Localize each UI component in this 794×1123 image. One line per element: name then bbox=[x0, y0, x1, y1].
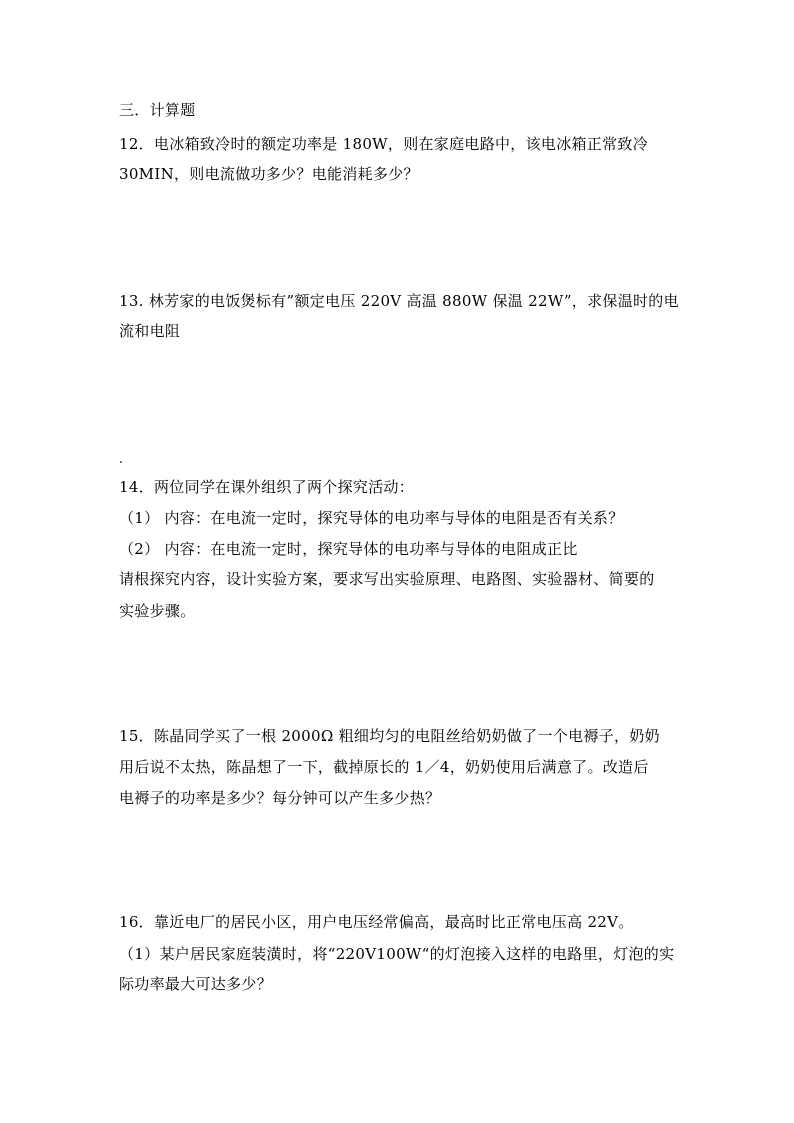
question-13-line-2: 流和电阻 bbox=[119, 322, 181, 340]
question-16-line-3: 际功率最大可达多少？ bbox=[119, 975, 273, 993]
question-15-line-2: 用后说不太热，陈晶想了一下，截掉原长的 1／4，奶奶使用后满意了。改造后 bbox=[119, 758, 649, 776]
question-13-line-1: 13. 林芳家的电饭煲标有”额定电压 220V 高温 880W 保温 22W”，求保温时的电 bbox=[119, 292, 679, 310]
question-14-line-3: （2） 内容：在电流一定时，探究导体的电功率与导体的电阻成正比 bbox=[119, 540, 578, 558]
question-14-line-2: （1） 内容：在电流一定时，探究导体的电功率与导体的电阻是否有关系？ bbox=[119, 509, 624, 527]
stray-mark bbox=[120, 461, 122, 463]
question-14-line-4: 请根探究内容，设计实验方案，要求写出实验原理、电路图、实验器材、简要的 bbox=[119, 570, 655, 588]
question-16-line-1: 16．靠近电厂的居民小区，用户电压经常偏高，最高时比正常电压高 22V。 bbox=[119, 913, 634, 931]
question-15-line-1: 15．陈晶同学买了一根 2000Ω 粗细均匀的电阻丝给奶奶做了一个电褥子，奶奶 bbox=[119, 727, 660, 745]
question-14-line-5: 实验步骤。 bbox=[119, 602, 196, 620]
question-12-line-1: 12．电冰箱致冷时的额定功率是 180W，则在家庭电路中，该电冰箱正常致冷 bbox=[119, 135, 649, 153]
question-16-line-2: （1）某户居民家庭装潢时，将“220V100W“的灯泡接入这样的电路里，灯泡的实 bbox=[119, 945, 675, 963]
section-title: 三．计算题 bbox=[119, 101, 196, 119]
question-15-line-3: 电褥子的功率是多少？每分钟可以产生多少热？ bbox=[119, 789, 441, 807]
question-12-line-2: 30MIN，则电流做功多少？电能消耗多少？ bbox=[119, 165, 419, 183]
question-14-line-1: 14．两位同学在课外组织了两个探究活动： bbox=[119, 478, 415, 496]
